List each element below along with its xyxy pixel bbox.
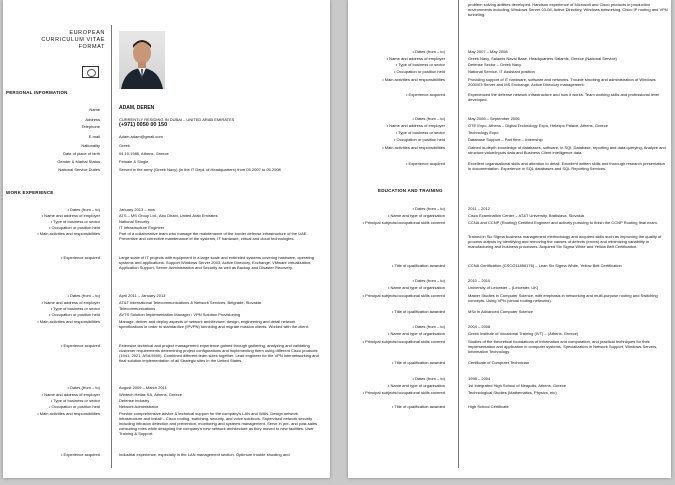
label-dates: • Dates (from – to) bbox=[412, 324, 445, 329]
profile-photo bbox=[119, 31, 165, 89]
label-name: Name bbox=[89, 107, 100, 112]
label-dates: • Dates (from – to) bbox=[67, 207, 100, 212]
label-dates: • Dates (from – to) bbox=[412, 206, 445, 211]
job3-skills-continued: problem solving abilities developed. Handson experience of Microsoft and Cisco products in production environments including, Windows Server 03-08, Active Directory, Windows networking, Cisco IP routing and VPN tunneling. bbox=[468, 2, 668, 17]
military-value: Served in the army (Greek Navy) (in the IT Dept. of Headquarters) from 05.2007 to 05.2008 bbox=[119, 167, 281, 172]
person-photo-icon bbox=[119, 31, 165, 89]
label-org: • Name and type of organisation bbox=[388, 285, 445, 290]
edu1-title: CCNA Certification (CSCO11856176) – Lean Six Sigma White, Yellow Belt Certification bbox=[468, 263, 622, 268]
header-line-2: CURRICULUM VITAE bbox=[41, 37, 105, 43]
label-skills: • Experience acquired bbox=[61, 452, 100, 457]
label-military: National Service Duties bbox=[58, 167, 100, 172]
label-org: • Name and type of organisation bbox=[388, 213, 445, 218]
label-dates: • Dates (from – to) bbox=[412, 376, 445, 381]
job5-activities: Gained in-depth knowledge of databases, software, in SQL Database, reporting and data querying, Analyze and structure value/inputs data and Business Client intelligence data. bbox=[468, 145, 666, 155]
label-occupation: • Occupation or position held bbox=[49, 312, 100, 317]
edu3-org: Greek Institute of Vocational Training (IVT) – (Athens, Greece) bbox=[468, 331, 579, 336]
label-activities: • Main activities and responsibilities bbox=[382, 77, 445, 82]
job5-dates: May 2006 – September 2006 bbox=[468, 116, 520, 121]
label-subjects: • Principal subjects/occupational skills covered bbox=[362, 220, 445, 225]
job2-employer: AT&T International Telecommunications & Network Services, Belgrade, Slovakia bbox=[119, 300, 261, 305]
label-subjects: • Principal subjects/occupational skills covered bbox=[362, 390, 445, 395]
edu3-title: Certificate of Computer Technician bbox=[468, 360, 530, 365]
label-business: • Type of business or sector bbox=[50, 219, 100, 224]
label-occupation: • Occupation or position held bbox=[394, 69, 445, 74]
job4-employer: Greek Navy, Salamis Naval Base, Headquarters Salamis, Greece (National Service) bbox=[468, 56, 617, 61]
gender-value: Female & Single bbox=[119, 159, 149, 164]
label-occupation: • Occupation or position held bbox=[49, 225, 100, 230]
job5-employer: OTE Expo, Athens – Digital Technology Expo, Helexpo Palace, Athens, Greece bbox=[468, 123, 609, 128]
column-divider bbox=[458, 0, 459, 468]
nationality-value: Greek bbox=[119, 143, 130, 148]
edu4-dates: 1998 – 2004 bbox=[468, 376, 491, 381]
label-dob: Date of place of birth bbox=[63, 151, 100, 156]
job2-business: Telecommunications bbox=[119, 306, 156, 311]
edu1-subjects-2: Trained in Six Sigma business management methodology and acquired skills such as improving the quality of process outputs by identifying and removing the causes of defects (errors) and minimizing variability in manufacturing and business processes. Acquired Six Sigma White and Yellow Belt Certification. bbox=[468, 234, 662, 249]
edu4-title: High School Certificate bbox=[468, 404, 509, 409]
label-org: • Name and type of organisation bbox=[388, 331, 445, 336]
edu1-org: Cisco Examination Center – AT&T University, Bratislava, Slovakia bbox=[468, 213, 584, 218]
job3-business: Defense Industry bbox=[119, 398, 150, 403]
header-line-3: FORMAT bbox=[78, 44, 105, 50]
edu3-subjects: Studies of the theoretical foundations of information and computation, and practical techniques for their implementation and application in computer systems. Specialization in Network Support, Windows Servers, Information Technology. bbox=[468, 339, 658, 354]
label-employer: • Name and address of employer bbox=[41, 300, 100, 305]
job3-occupation: Network Administrator bbox=[119, 404, 159, 409]
job3-activities: Provide comprehensive advice & technical support for the company's LAN and WAN. Design network infrastructure and install – Cisco routing, switching, security, and voice solutions. Supervised network security including intrusion detection and prevention, monitoring and systems management. Serve in pre- and post-sales consulting roles while designing the company's new network architecture as they moved to new facilities. User Training & Support. bbox=[119, 411, 318, 436]
job4-skills: Experienced the defense network infrastructure and how it works. Team working skills and professional level developed. bbox=[468, 92, 660, 102]
column-divider bbox=[111, 25, 112, 468]
label-title: • Title of qualification awarded bbox=[392, 263, 445, 268]
label-subjects: • Principal subjects/occupational skills covered bbox=[362, 293, 445, 298]
person-name: ADAM, DEREN bbox=[119, 105, 155, 111]
job1-employer: ATS – MS Group Ltd., Abu Dhabi, United Arab Emirates bbox=[119, 213, 218, 218]
cv-page-2 bbox=[348, 0, 671, 478]
label-subjects: • Principal subjects/occupational skills covered bbox=[362, 339, 445, 344]
label-employer: • Name and address of employer bbox=[386, 56, 445, 61]
job1-activities: Part of a collaborative team who manage the maintenance of the border defense infrastructure of the UAE. Preventive and corrective maintenance of the systems, IT hardware, virtual and cloud technologies. bbox=[119, 231, 308, 241]
label-skills: • Experience acquired bbox=[61, 255, 100, 260]
section-work: WORK EXPERIENCE bbox=[6, 190, 54, 195]
dob-value: 04.10.1985, Athens, Greece bbox=[119, 151, 169, 156]
label-occupation: • Occupation or position held bbox=[394, 137, 445, 142]
label-dates: • Dates (from – to) bbox=[67, 385, 100, 390]
label-activities: • Main activities and responsibilities bbox=[37, 411, 100, 416]
job1-occupation: IT Infrastructure Engineer bbox=[119, 225, 165, 230]
job4-business: Defense Sector – Greek Navy bbox=[468, 62, 522, 67]
label-dates: • Dates (from – to) bbox=[412, 116, 445, 121]
label-skills: • Experience acquired bbox=[406, 92, 445, 97]
telephone-value: (+971) 0050 00 150 bbox=[119, 122, 168, 128]
edu4-org: 1st Integrated High School of Neapolis, Athens, Greece bbox=[468, 383, 567, 388]
job3-skills: Industrial experience, especially in the LAN management section. Optimum trouble shooting and bbox=[119, 452, 290, 457]
label-dates: • Dates (from – to) bbox=[412, 278, 445, 283]
label-activities: • Main activities and responsibilities bbox=[37, 319, 100, 324]
job2-skills: Extensive technical and project management experience gained through gathering, analyzing and validating customer requirements determining project configurations and implementing them using different Cisco products (1941, 2921, ASA 5500). Combined different team sizes together. Lead engineer for the VPN internetworking and final solution implementation of all Strategic sites in the United States. bbox=[119, 343, 319, 363]
job4-activities: Providing support of IT hardware, software and networks. Trouble shooting and administration of Windows 2000/03 Server and MS Exchange, Active Directory management. bbox=[468, 77, 656, 87]
label-title: • Title of qualification awarded bbox=[392, 404, 445, 409]
header-line-1: EUROPEAN bbox=[69, 30, 105, 36]
section-education: EDUCATION AND TRAINING bbox=[378, 188, 443, 193]
label-skills: • Experience acquired bbox=[406, 161, 445, 166]
address-value: CURRENTLY RESIDING IN DUBAI – UNITED ARAB EMIRATES bbox=[119, 117, 235, 122]
section-personal: PERSONAL INFORMATION bbox=[6, 90, 68, 95]
job5-skills: Excellent organisational skills and attention to detail. Excellent written skills and thorough research presentation in documentation. Experience in SQL databases and SQL Reporting Services. bbox=[468, 161, 665, 171]
label-org: • Name and type of organisation bbox=[388, 383, 445, 388]
label-title: • Title of qualification awarded bbox=[392, 309, 445, 314]
label-business: • Type of business or sector bbox=[395, 130, 445, 135]
label-telephone: Telephone bbox=[81, 124, 100, 129]
job3-dates: August 2009 – March 2011 bbox=[119, 385, 167, 390]
label-business: • Type of business or sector bbox=[50, 306, 100, 311]
job5-occupation: Database Support – Part time – Internship bbox=[468, 137, 543, 142]
email-value: Adam.adam@gmail.com bbox=[119, 134, 163, 139]
edu2-title: MSc in Advanced Computer Science bbox=[468, 309, 533, 314]
edu2-org: University of Leicester – (Leicester, UK) bbox=[468, 285, 539, 290]
label-dates: • Dates (from – to) bbox=[67, 293, 100, 298]
edu1-dates: 2011 – 2012 bbox=[468, 206, 490, 211]
eu-flag-icon bbox=[82, 66, 99, 78]
label-address: Address bbox=[85, 117, 100, 122]
label-dates: • Dates (from – to) bbox=[412, 49, 445, 54]
cv-page-1 bbox=[3, 0, 330, 478]
edu2-dates: 2010 – 2010 bbox=[468, 278, 491, 283]
edu1-subjects: CCNA and CCNP (Routing) Certified Engineer and actively pursuing to finish the CCNP Routing final exam. bbox=[468, 220, 658, 225]
label-business: • Type of business or sector bbox=[50, 398, 100, 403]
job5-business: Technology Expo bbox=[468, 130, 499, 135]
job2-dates: April 2011 – January 2013 bbox=[119, 293, 166, 298]
label-nationality: Nationality bbox=[81, 143, 100, 148]
job3-employer: Wintech Hellas SA, Athens, Greece bbox=[119, 392, 182, 397]
job4-dates: May 2007 – May 2008 bbox=[468, 49, 508, 54]
job1-dates: January 2013 – now bbox=[119, 207, 156, 212]
label-occupation: • Occupation or position held bbox=[49, 404, 100, 409]
label-employer: • Name and address of employer bbox=[386, 123, 445, 128]
job4-occupation: National Service, IT Assistant position bbox=[468, 69, 535, 74]
label-gender: Gender & Marital Status bbox=[57, 159, 100, 164]
label-activities: • Main activities and responsibilities bbox=[37, 231, 100, 236]
job1-skills: Large scale of IT projects with equipment in a large scale and extended systems covering hardware, operating systems and applications. Support Windows Server 2003, Active Directory, Exchange, VMware virtualization, Application Support, Server Administration and Security as well as Backup and Disaster Recovery. bbox=[119, 255, 314, 270]
label-skills: • Experience acquired bbox=[61, 343, 100, 348]
job2-occupation: AVTS Solution Implementation Manager / VPN Solution Provisioning bbox=[119, 312, 241, 317]
job2-activities: Manage, deliver and deploy aspects of network architecture, design, engineering and detail network specifications in order to standardize (IPVPN) tunneling and migrate mission clients. Worked with the client. bbox=[119, 319, 309, 329]
label-email: E-mail bbox=[88, 134, 100, 139]
label-business: • Type of business or sector bbox=[395, 62, 445, 67]
label-employer: • Name and address of employer bbox=[41, 213, 100, 218]
label-title: • Title of qualification awarded bbox=[392, 360, 445, 365]
job1-business: National Security bbox=[119, 219, 150, 224]
edu3-dates: 2004 – 2008 bbox=[468, 324, 491, 329]
label-activities: • Main activities and responsibilities bbox=[382, 145, 445, 150]
label-employer: • Name and address of employer bbox=[41, 392, 100, 397]
edu4-subjects: Technological Studies (Mathematics, Physics, etc) bbox=[468, 390, 557, 395]
edu2-subjects: Master Studies in Computer Science, with emphasis in networking and multi-purpose routing and Switching concepts. Using VPN (virtual routing networks). bbox=[468, 293, 658, 303]
